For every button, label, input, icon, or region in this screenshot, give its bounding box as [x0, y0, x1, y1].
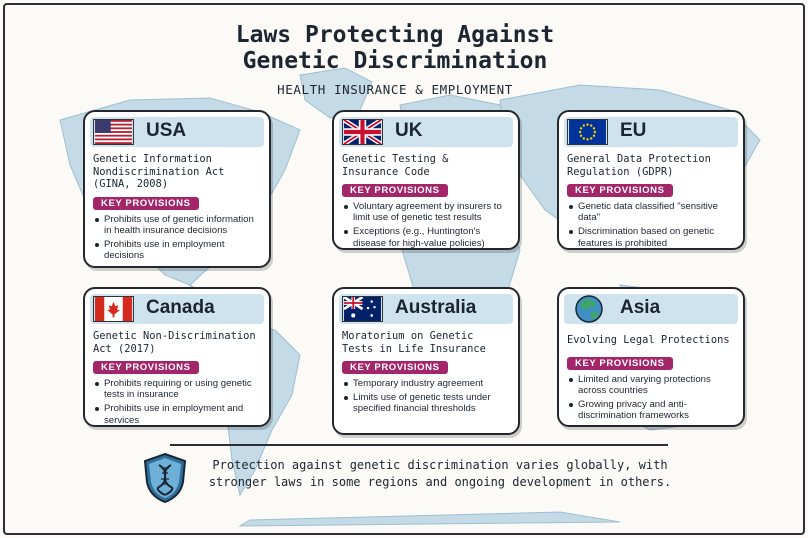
card-usa	[83, 110, 271, 268]
page-title: Laws Protecting Against	[235, 22, 555, 48]
key-provisions-badge: KEY PROVISIONS	[93, 361, 199, 374]
key-provisions-badge: KEY PROVISIONS	[567, 184, 673, 197]
card-header	[90, 117, 264, 147]
title-block	[160, 22, 630, 97]
provision-item: Prohibits use in employment and services	[95, 403, 263, 425]
law-name: Evolving Legal Protections	[567, 334, 730, 346]
globe-icon	[574, 294, 604, 324]
provision-item: Exceptions (e.g., Huntington's disease for high-value policies)	[344, 226, 512, 248]
card-asia	[557, 287, 745, 427]
canada-flag-icon	[93, 296, 134, 322]
footer-line: stronger laws in some regions and ongoing development in others.	[208, 475, 672, 489]
key-provisions-badge: KEY PROVISIONS	[93, 197, 199, 210]
country-name: USA	[146, 120, 187, 141]
provision-item: Prohibits use in employment decisions	[95, 239, 263, 261]
provision-list	[95, 214, 263, 262]
footer-note	[205, 457, 675, 491]
provision-item: Temporary industry agreement	[344, 378, 512, 389]
key-provisions-badge: KEY PROVISIONS	[342, 184, 448, 197]
eu-flag-icon	[567, 119, 608, 145]
dna-shield-icon	[142, 452, 188, 504]
card-header	[339, 294, 513, 324]
law-name: Moratorium on Genetic Tests in Life Insurance	[342, 330, 486, 355]
card-header	[90, 294, 264, 324]
provision-item: Discrimination based on genetic features is prohibited	[569, 226, 737, 248]
country-name: Asia	[620, 297, 661, 318]
provision-item: Voluntary agreement by insurers to limit use of genetic test results	[344, 201, 512, 223]
provision-item: Limits use of genetic tests under specified financial thresholds	[344, 392, 512, 414]
law-name: Genetic Non-Discrimination Act (2017)	[93, 330, 256, 355]
provision-list	[95, 378, 263, 426]
key-provisions-badge: KEY PROVISIONS	[342, 361, 448, 374]
provision-list	[344, 378, 512, 415]
provision-list	[569, 374, 737, 422]
provision-list	[344, 201, 512, 249]
card-header	[564, 294, 738, 324]
country-name: Canada	[146, 297, 215, 318]
card-canada	[83, 287, 271, 427]
page-subtitle: HEALTH INSURANCE & EMPLOYMENT	[277, 82, 513, 97]
provision-item: Prohibits requiring or using genetic tests in insurance	[95, 378, 263, 400]
country-name: EU	[620, 120, 647, 141]
provision-list	[569, 201, 737, 249]
footer-divider	[170, 444, 668, 446]
card-header	[564, 117, 738, 147]
footer-line: Protection against genetic discrimination varies globally, with	[212, 458, 668, 472]
card-eu	[557, 110, 745, 250]
australia-flag-icon	[342, 296, 383, 322]
provision-item: Growing privacy and anti-discrimination frameworks	[569, 399, 737, 421]
card-australia	[332, 287, 520, 435]
law-name: General Data Protection Regulation (GDPR)	[567, 153, 711, 178]
card-header	[339, 117, 513, 147]
provision-item: Genetic data classified "sensitive data"	[569, 201, 737, 223]
uk-flag-icon	[342, 119, 383, 145]
page-title-line2: Genetic Discrimination	[242, 48, 548, 74]
country-name: UK	[395, 120, 423, 141]
country-name: Australia	[395, 297, 477, 318]
usa-flag-icon	[93, 119, 134, 145]
provision-item: Limited and varying protections across countries	[569, 374, 737, 396]
card-uk	[332, 110, 520, 250]
provision-item: Prohibits use of genetic information in health insurance decisions	[95, 214, 263, 236]
law-name: Genetic Information Nondiscrimination Act (GINA, 2008)	[93, 153, 225, 190]
law-name: Genetic Testing & Insurance Code	[342, 153, 449, 178]
key-provisions-badge: KEY PROVISIONS	[567, 357, 673, 370]
